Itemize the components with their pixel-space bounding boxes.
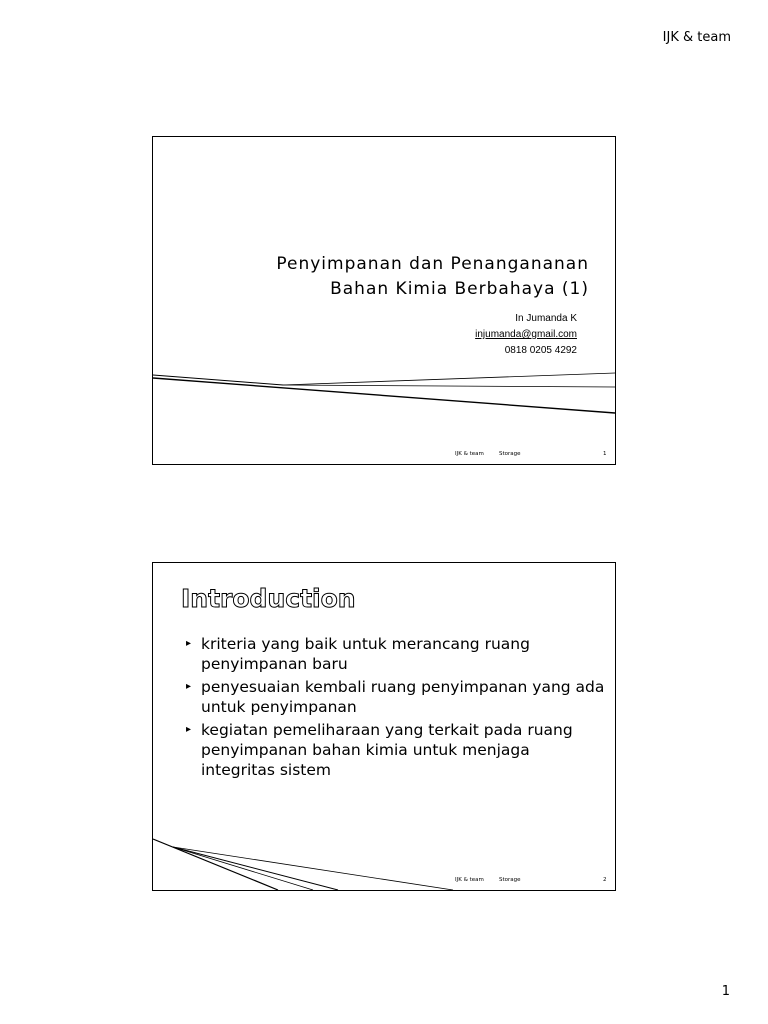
author-block	[475, 311, 577, 359]
slide-footer-topic: Storage	[499, 877, 521, 883]
bullet-item	[186, 677, 606, 717]
slide-title: Introduction	[181, 584, 356, 613]
title-line-1: Penyimpanan dan Penangananan	[276, 254, 589, 274]
triangle-right-icon: ▸	[186, 724, 192, 735]
page-header: IJK & team	[662, 30, 731, 45]
author-name: In Jumanda K	[515, 313, 577, 324]
slide-footer-number: 1	[603, 451, 607, 457]
bullet-text: penyesuaian kembali ruang penyimpanan yang ada untuk penyimpanan	[201, 678, 605, 716]
bullet-item	[186, 720, 606, 780]
slide-footer-number: 2	[603, 877, 607, 883]
bullet-text: kegiatan pemeliharaan yang terkait pada ruang penyimpanan bahan kimia untuk menjaga integritas sistem	[201, 721, 573, 779]
slide-footer-team: IJK & team	[455, 451, 484, 457]
slide-introduction	[152, 562, 616, 891]
slide-title	[152, 136, 616, 465]
title-line-2: Bahan Kimia Berbahaya (1)	[330, 279, 589, 299]
bullet-item	[186, 634, 606, 674]
slide-title-block	[276, 252, 589, 302]
author-email[interactable]: injumanda@gmail.com	[475, 329, 577, 340]
bullet-list	[186, 634, 606, 783]
triangle-right-icon: ▸	[186, 638, 192, 649]
bullet-text: kriteria yang baik untuk merancang ruang penyimpanan baru	[201, 635, 530, 673]
slide-footer-topic: Storage	[499, 451, 521, 457]
triangle-right-icon: ▸	[186, 681, 192, 692]
page-number: 1	[721, 984, 730, 999]
slide-footer-team: IJK & team	[455, 877, 484, 883]
author-phone: 0818 0205 4292	[504, 345, 577, 356]
